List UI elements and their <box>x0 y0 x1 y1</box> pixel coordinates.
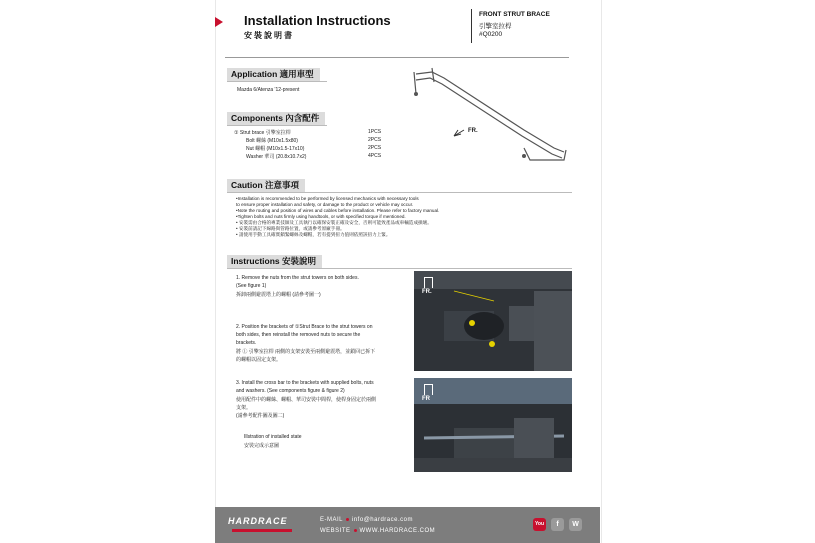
caution-heading: Caution 注意事項 <box>227 179 305 192</box>
fr-label: FR. <box>468 128 478 134</box>
step2-line: 將 ① 引擎室拉桿 兩側的支架安裝至兩側避震塔，並鎖回已拆下 <box>236 349 376 355</box>
step1-line: (See figure 1) <box>236 283 267 289</box>
vehicle-text: Mazda 6/Atenza '12-present <box>237 87 300 93</box>
instructions-rule <box>227 268 572 269</box>
header-rule <box>225 57 569 58</box>
component-name: Washer 華司 (20.8x10.7x2) <box>246 154 307 160</box>
wechat-icon[interactable]: W <box>569 518 582 531</box>
application-heading: Application 適用車型 <box>227 68 320 81</box>
dot-icon <box>354 529 357 532</box>
figure2-photo <box>414 378 572 472</box>
step3-line: (請參考配件圖及圖二) <box>236 413 285 419</box>
caution-line: •Tighten bolts and nuts firmly using handtools, or with specified torque if mentioned. <box>236 214 406 219</box>
component-qty: 1PCS <box>368 129 382 135</box>
website-link[interactable]: WWW.HARDRACE.COM <box>359 528 436 534</box>
header-divider <box>471 9 472 43</box>
facebook-icon[interactable]: f <box>551 518 564 531</box>
page-title: Installation Instructions <box>244 13 391 28</box>
step3-line: 支架。 <box>236 405 252 411</box>
component-name: Bolt 螺絲 (M10x1.5x80) <box>246 138 298 144</box>
caution-line: • 安裝前請記下線路與管路位置，或請參考原廠手冊。 <box>236 226 345 231</box>
strut-brace-diagram <box>404 60 574 165</box>
components-heading: Components 內含配件 <box>227 112 325 125</box>
caution-line: •Installation is recommended to be performed by licensed mechanics with necessary tools <box>236 196 419 201</box>
fig1-fr-label: FR. <box>422 289 432 295</box>
figure1-photo <box>414 271 572 371</box>
product-name: FRONT STRUT BRACE <box>479 11 550 18</box>
step1-line: 1. Remove the nuts from the strut towers on both sides. <box>236 275 359 281</box>
website-row <box>320 528 435 534</box>
illustration-caption-cn: 安裝完成示意圖 <box>244 443 280 449</box>
arrow-icon <box>424 277 433 288</box>
arrow-icon <box>424 384 433 395</box>
step3-line: 3. Install the cross bar to the brackets with supplied bolts, nuts <box>236 380 374 386</box>
caution-line: •Note the routing and position of wires and cables before installation. Please refer to factory manual. <box>236 208 440 213</box>
component-qty: 2PCS <box>368 137 382 143</box>
caution-rule <box>227 192 572 193</box>
caution-line: to ensure proper installation and safety, or damage to the product or vehicle may occur. <box>236 202 414 207</box>
step3-line: 使用配件中的螺絲、螺帽、華司安裝中間桿，使桿身固定於兩側 <box>236 397 377 403</box>
brand-logo: HARDRACE <box>228 516 288 526</box>
step2-line: 的螺帽以固定支架。 <box>236 357 282 363</box>
caution-line: • 安裝需由合格的專業技師及工具執行以確保安裝正確及安全，否則可能致產品或車輛造成損壞。 <box>236 220 432 225</box>
email-link[interactable]: info@hardrace.com <box>352 517 413 523</box>
part-number: #Q0200 <box>479 31 503 38</box>
step1-line: 拆卸兩側避震塔上的螺帽 (請參考圖一) <box>236 292 321 298</box>
fig2-fr-label: FR <box>422 396 430 402</box>
component-name: ① Strut brace 引擎室拉桿 <box>234 130 291 136</box>
header-marker <box>215 17 223 27</box>
caution-line: • 請使用手動工具確實鎖緊螺絲及螺帽，若有提到扭力值則依照該扭力上緊。 <box>236 232 391 237</box>
step2-line: 2. Position the brackets of ①Strut Brace to the strut towers on <box>236 324 373 330</box>
logo-stripe <box>232 529 292 532</box>
illustration-caption: Illstration of installed state <box>244 434 302 440</box>
email-label: E-MAIL <box>320 517 344 523</box>
step2-line: both sides, then reinstall the removed nuts to secure the <box>236 332 361 338</box>
email-row <box>320 517 413 523</box>
step3-line: and washers. (See components figure & figure 2) <box>236 388 345 394</box>
step2-line: brackets. <box>236 340 257 346</box>
youtube-icon[interactable]: You <box>533 518 546 531</box>
component-name: Nut 螺帽 (M10x1.5-17x10) <box>246 146 305 152</box>
application-rule <box>227 81 327 82</box>
website-label: WEBSITE <box>320 528 351 534</box>
component-qty: 4PCS <box>368 153 382 159</box>
product-name-cn: 引擎室拉桿 <box>479 23 512 30</box>
components-rule <box>227 125 327 126</box>
page-subtitle: 安裝說明書 <box>244 31 294 40</box>
dot-icon <box>346 518 349 521</box>
component-qty: 2PCS <box>368 145 382 151</box>
instructions-heading: Instructions 安裝說明 <box>227 255 322 268</box>
